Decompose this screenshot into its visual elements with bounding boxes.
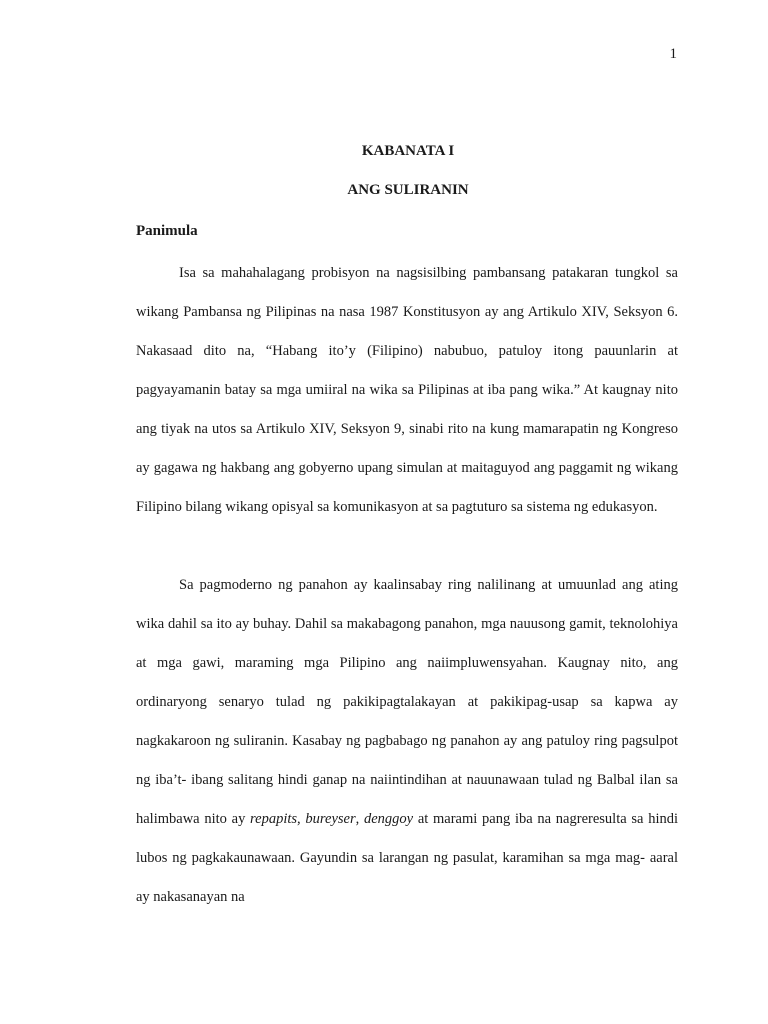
example-word-bureyser: bureyser xyxy=(305,811,356,827)
paragraph-1-block xyxy=(136,254,678,527)
paragraph-2-text-before: Sa pagmoderno ng panahon ay kaalinsabay ring nalilinang at umuunlad ang ating wika dahil sa ito ay buhay. Dahil sa makabagong panahon, mga nauusong gamit, teknolohiya at mga gawi, maraming mga Pilipino ang naiimpluwensyahan. Kaugnay nito, ang ordinaryong senaryo tulad ng pakikipagtalakayan at pakikipag-usap sa kapwa ay nagkakaroon ng suliranin. Kasabay ng pagbabago ng panahon ay ang patuloy ring pagsulpot ng iba’t- ibang salitang hindi ganap na naiintindihan at nauunawaan tulad ng Balbal ilan sa halimbawa nito ay xyxy=(136,577,678,827)
page-number: 1 xyxy=(669,46,677,62)
paragraph-2 xyxy=(136,566,678,917)
section-heading: Panimula xyxy=(136,223,198,239)
example-word-repapits: repapits xyxy=(250,811,298,827)
paragraph-1: Isa sa mahahalagang probisyon na nagsisilbing pambansang patakaran tungkol sa wikang Pambansa ng Pilipinas na nasa 1987 Konstitusyon ay ang Artikulo XIV, Seksyon 6. Nakasaad dito na, “Habang ito’y (Filipino) nabubuo, patuloy itong pauunlarin at pagyayamanin batay sa mga umiiral na wika sa Pilipinas at iba pang wika.” At kaugnay nito ang tiyak na utos sa Artikulo XIV, Seksyon 9, sinabi rito na kung mamarapatin ng Kongreso ay gagawa ng hakbang ang gobyerno upang simulan at maitaguyod ang paggamit ng wikang Filipino bilang wikang opisyal sa komunikasyon at sa pagtuturo sa sistema ng edukasyon. xyxy=(136,265,678,515)
paragraph-2-text-after: at marami pang iba na nagreresulta sa hindi lubos ng pagkakaunawaan. Gayundin sa larangan ng pasulat, karamihan sa mga mag- aaral ay nakasanayan na xyxy=(136,811,679,905)
chapter-title: KABANATA I xyxy=(361,143,455,159)
paragraph-2-block xyxy=(136,566,678,917)
separator: , xyxy=(297,811,306,827)
example-word-denggoy: denggoy xyxy=(363,811,414,827)
separator: , xyxy=(355,811,364,827)
chapter-subtitle: ANG SULIRANIN xyxy=(347,182,469,198)
